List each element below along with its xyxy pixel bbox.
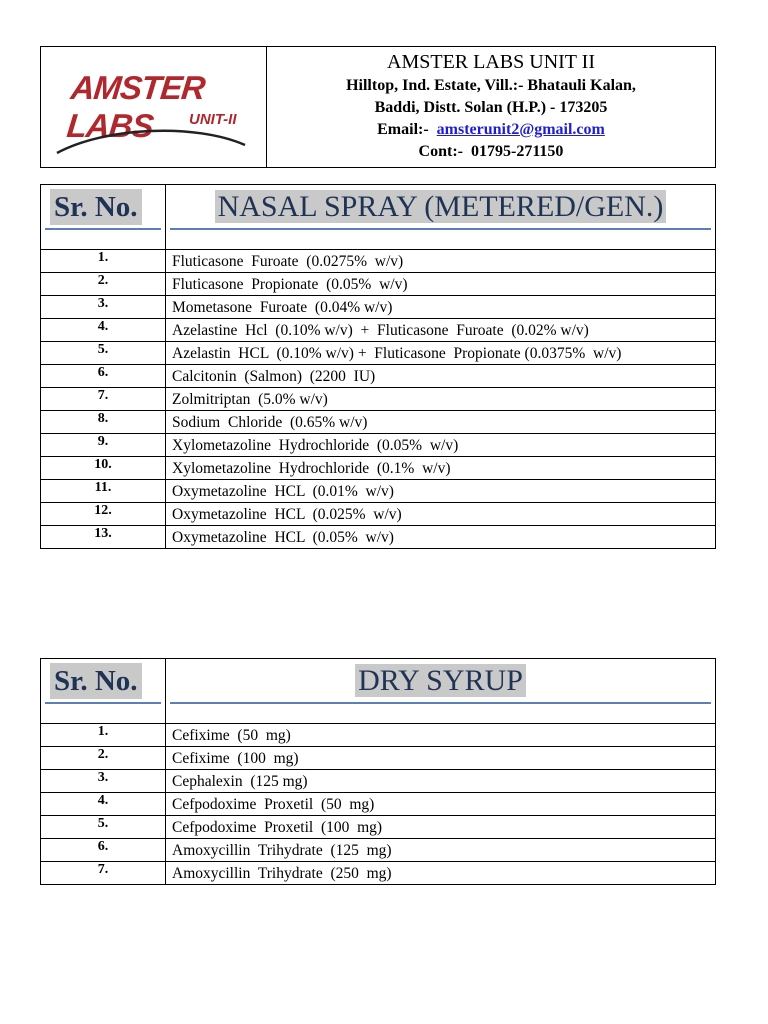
table-row	[41, 862, 716, 885]
sr-no-cell: 5.	[41, 816, 166, 839]
product-name-cell: Oxymetazoline HCL (0.05% w/v)	[166, 526, 716, 549]
table-row	[41, 273, 716, 296]
address-line-1: Hilltop, Ind. Estate, Vill.:- Bhatauli Kalan,	[346, 77, 636, 94]
sr-no-header: Sr. No.	[50, 663, 142, 699]
sr-no-cell: 3.	[41, 770, 166, 793]
product-name-cell: Sodium Chloride (0.65% w/v)	[166, 411, 716, 434]
email-label: Email:-	[377, 121, 429, 138]
sr-no-cell: 2.	[41, 747, 166, 770]
sr-no-header-cell	[41, 185, 166, 250]
table-row	[41, 434, 716, 457]
table-row	[41, 526, 716, 549]
product-name-cell: Fluticasone Propionate (0.05% w/v)	[166, 273, 716, 296]
nasal-spray-title: NASAL SPRAY (METERED/GEN.)	[215, 190, 667, 223]
product-name-cell: Cefixime (50 mg)	[166, 724, 716, 747]
table-row	[41, 319, 716, 342]
sr-no-cell: 6.	[41, 839, 166, 862]
sr-no-header-cell	[41, 659, 166, 724]
company-header	[40, 46, 716, 168]
table-row	[41, 365, 716, 388]
product-name-cell: Xylometazoline Hydrochloride (0.05% w/v)	[166, 434, 716, 457]
table-row	[41, 747, 716, 770]
header-rule	[170, 228, 711, 230]
table-row	[41, 457, 716, 480]
section-title	[166, 663, 715, 699]
sr-no-cell: 7.	[41, 862, 166, 885]
product-name-cell: Mometasone Furoate (0.04% w/v)	[166, 296, 716, 319]
sr-no-cell: 9.	[41, 434, 166, 457]
sr-no-cell: 1.	[41, 250, 166, 273]
company-name: AMSTER LABS UNIT II	[387, 51, 595, 73]
sr-no-cell: 4.	[41, 793, 166, 816]
table-row	[41, 793, 716, 816]
address-line-2: Baddi, Distt. Solan (H.P.) - 173205	[374, 99, 608, 116]
header-rule	[170, 702, 711, 704]
product-name-cell: Cephalexin (125 mg)	[166, 770, 716, 793]
sr-no-cell: 7.	[41, 388, 166, 411]
logo-swoosh-icon	[55, 125, 255, 157]
table-row	[41, 411, 716, 434]
sr-no-cell: 6.	[41, 365, 166, 388]
table-row	[41, 503, 716, 526]
product-name-cell: Fluticasone Furoate (0.0275% w/v)	[166, 250, 716, 273]
contact-line	[267, 141, 715, 163]
sr-no-cell: 2.	[41, 273, 166, 296]
header-rule	[45, 702, 161, 704]
sr-no-cell: 13.	[41, 526, 166, 549]
email-line	[267, 119, 715, 141]
nasal-spray-rows	[41, 250, 716, 549]
table-row	[41, 816, 716, 839]
product-name-cell: Zolmitriptan (5.0% w/v)	[166, 388, 716, 411]
sr-no-cell: 8.	[41, 411, 166, 434]
product-name-cell: Azelastine Hcl (0.10% w/v) + Fluticasone Furoate (0.02% w/v)	[166, 319, 716, 342]
logo-text: AMSTER LABS	[65, 69, 207, 144]
header-rule	[45, 228, 161, 230]
sr-no-header: Sr. No.	[50, 189, 142, 225]
sr-no-cell: 5.	[41, 342, 166, 365]
dry-syrup-table	[40, 658, 716, 885]
section-title-cell	[166, 659, 716, 724]
product-name-cell: Cefpodoxime Proxetil (50 mg)	[166, 793, 716, 816]
section-title-cell	[166, 185, 716, 250]
product-name-cell: Cefpodoxime Proxetil (100 mg)	[166, 816, 716, 839]
section-title	[166, 189, 715, 225]
table-row	[41, 724, 716, 747]
sr-no-cell: 1.	[41, 724, 166, 747]
email-link[interactable]: amsterunit2@gmail.com	[436, 121, 605, 138]
table-row	[41, 480, 716, 503]
logo-unit: UNIT-II	[189, 111, 237, 128]
sr-no-cell: 4.	[41, 319, 166, 342]
nasal-spray-table	[40, 184, 716, 549]
sr-no-cell: 10.	[41, 457, 166, 480]
product-name-cell: Oxymetazoline HCL (0.01% w/v)	[166, 480, 716, 503]
sr-no-cell: 12.	[41, 503, 166, 526]
dry-syrup-rows	[41, 724, 716, 885]
product-name-cell: Cefixime (100 mg)	[166, 747, 716, 770]
contact-label: Cont:-	[418, 143, 463, 160]
table-row	[41, 770, 716, 793]
table-row	[41, 839, 716, 862]
table-row	[41, 388, 716, 411]
sr-no-cell: 3.	[41, 296, 166, 319]
product-name-cell: Amoxycillin Trihydrate (250 mg)	[166, 862, 716, 885]
product-name-cell: Azelastin HCL (0.10% w/v) + Fluticasone Propionate (0.0375% w/v)	[166, 342, 716, 365]
table-header-row	[41, 185, 716, 250]
table-row	[41, 296, 716, 319]
product-name-cell: Oxymetazoline HCL (0.025% w/v)	[166, 503, 716, 526]
table-row	[41, 342, 716, 365]
company-info	[267, 47, 715, 167]
company-logo	[41, 47, 267, 167]
dry-syrup-title: DRY SYRUP	[355, 664, 526, 697]
product-name-cell: Xylometazoline Hydrochloride (0.1% w/v)	[166, 457, 716, 480]
sr-no-cell: 11.	[41, 480, 166, 503]
table-row	[41, 250, 716, 273]
product-name-cell: Amoxycillin Trihydrate (125 mg)	[166, 839, 716, 862]
contact-number: 01795-271150	[470, 143, 564, 160]
product-name-cell: Calcitonin (Salmon) (2200 IU)	[166, 365, 716, 388]
table-header-row	[41, 659, 716, 724]
